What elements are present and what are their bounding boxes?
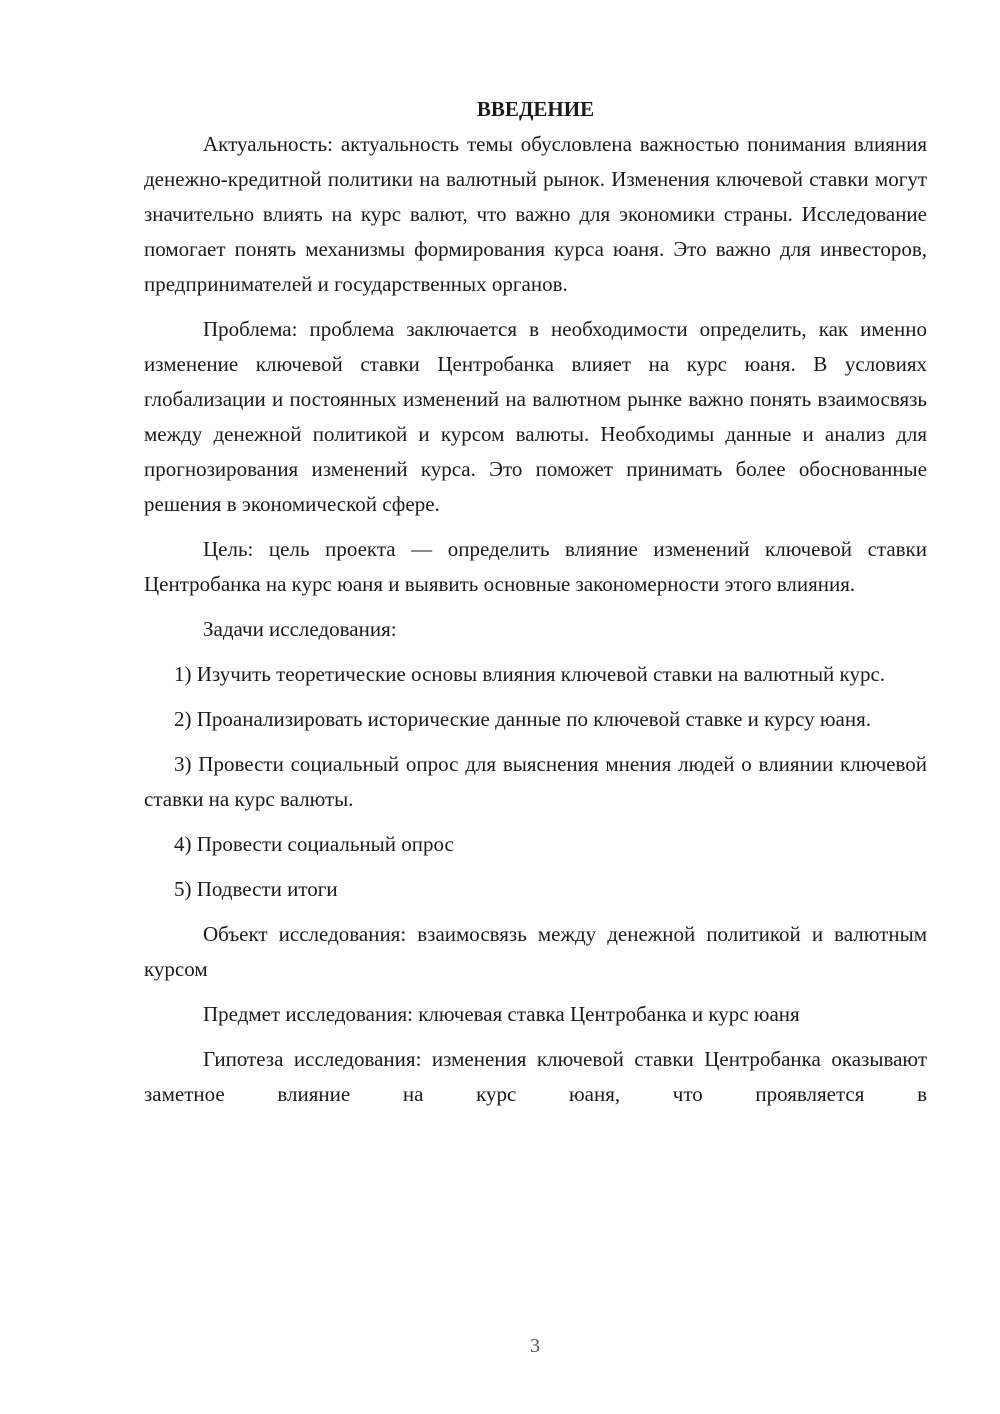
task-item-1: 1) Изучить теоретические основы влияния ключевой ставки на валютный курс. [174,662,886,686]
task-item-3: 3) Провести социальный опрос для выяснения мнения людей о влиянии ключевой ставки на курс валюты. [144,752,927,811]
paragraph-relevance: Актуальность: актуальность темы обусловлена важностью понимания влияния денежно-кредитной политики на валютный рынок. Изменения ключевой ставки могут значительно влиять на курс валют, что важно для экономики страны. Исследование помогает понять механизмы формирования курса юаня. Это важно для инвесторов, предпринимателей и государственных органов. [144,132,927,296]
task-item-5: 5) Подвести итоги [174,877,338,901]
page-number: 3 [530,1335,540,1357]
document-page [144,92,927,1112]
paragraph-hypothesis: Гипотеза исследования: изменения ключевой ставки Центробанка оказывают заметное влияние на курс юаня, что проявляется в [144,1047,927,1106]
task-item-2: 2) Проанализировать исторические данные по ключевой ставке и курсу юаня. [174,707,872,731]
task-item-4: 4) Провести социальный опрос [174,832,454,856]
paragraph-goal: Цель: цель проекта — определить влияние изменений ключевой ставки Центробанка на курс юаня и выявить основные закономерности этого влияния. [144,537,927,596]
section-title: ВВЕДЕНИЕ [476,97,595,121]
tasks-heading: Задачи исследования: [203,617,397,641]
paragraph-subject: Предмет исследования: ключевая ставка Центробанка и курс юаня [203,1002,800,1026]
paragraph-problem: Проблема: проблема заключается в необходимости определить, как именно изменение ключевой ставки Центробанка влияет на курс юаня. В условиях глобализации и постоянных изменений на валютном рынке важно понять взаимосвязь между денежной политикой и курсом валюты. Необходимы данные и анализ для прогнозирования изменений курса. Это поможет принимать более обоснованные решения в экономической сфере. [144,317,927,516]
paragraph-object: Объект исследования: взаимосвязь между денежной политикой и валютным курсом [144,922,927,981]
